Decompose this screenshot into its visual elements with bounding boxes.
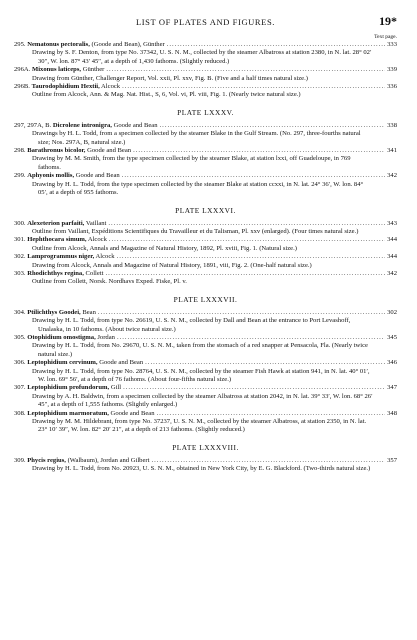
author-name: Vaillant [84, 219, 107, 227]
text-page-number: 348 [387, 409, 397, 417]
text-page-label: Text page. [374, 34, 397, 40]
entry-title [14, 66, 104, 74]
entry-description: Drawing by H. L. Todd, from No. 29670, U. S. N. M., taken from the stomach of a red snapper at Pensacola, Fla. (Nearly twice natural size.) [32, 342, 368, 358]
entry-title [14, 270, 103, 278]
entry-group [14, 122, 397, 198]
author-name: Goode and Bean [85, 147, 132, 155]
dot-leader [123, 384, 385, 392]
list-item [14, 334, 397, 359]
dot-leader [117, 334, 385, 342]
entry-heading [14, 236, 397, 244]
text-page-number: 347 [387, 384, 397, 392]
species-name: Nematonus pectoralis, [27, 41, 90, 48]
list-item [14, 384, 397, 409]
list-item [14, 122, 397, 147]
entry-title [14, 236, 107, 244]
entry-number: 299. [14, 172, 26, 180]
plate-heading: PLATE LXXXVI. [175, 205, 236, 215]
entry-number: 308. [14, 409, 26, 417]
author-name: Goode and Bean [74, 172, 120, 180]
list-item [14, 457, 397, 474]
entry-heading [14, 83, 397, 91]
list-item [14, 220, 397, 237]
entry-description: Drawing by S. F. Denton, from type No. 37342, U. S. N. M., collected by the steamer Albatross at station 2380, in N. lat. 28° 02′ 30″, W. lon. 87° 43′ 45″, at a depth of 1,430 fathoms. (Slightly reduced.) [32, 49, 372, 65]
text-page-number: 342 [387, 172, 397, 180]
entry-heading [14, 253, 397, 261]
entry-description: Drawing by A. H. Baldwin, from a specimen collected by the steamer Albatross at station 2042, in N. lat. 39° 33′, W. lon. 68° 26′ 45″, at a depth of 1,555 fathoms. (Slightly enlarged.) [32, 392, 373, 409]
dot-leader [108, 220, 385, 228]
entry-title [14, 253, 115, 261]
entry-description: Outline from Collett, Norsk. Nordhavs Exped. Fiske, Pl. v. [32, 278, 187, 286]
entry-number: 301. [14, 236, 26, 244]
list-item [14, 172, 397, 197]
dot-leader [145, 359, 385, 367]
entry-title [14, 309, 96, 317]
plate-heading: PLATE LXXXV. [177, 107, 234, 117]
entry-heading [14, 122, 397, 130]
list-item [14, 66, 397, 83]
entry-group [14, 41, 397, 100]
entry-description: Drawing by H. L. Todd, from type No. 28764, U. S. N. M., collected by the steamer Fish Hawk at station 941, in N. lat. 40° 01′, W. lon. 69° 56′, at a depth of 76 fathoms. (About four-fifths natural size.) [32, 367, 370, 383]
species-name: Leptophidium cervinum, [27, 359, 98, 367]
text-page-number: 343 [387, 219, 397, 227]
text-page-number: 345 [387, 333, 397, 341]
page-number: 19* [379, 14, 397, 28]
entry-title [14, 41, 165, 49]
text-page-number: 338 [387, 121, 397, 129]
author-name: Alcock [86, 236, 107, 244]
entry-number: 303. [14, 269, 26, 277]
entry-description: Drawing by H. L. Todd, from the type specimen collected by the steamer Blake at station ccxxi, in N. lat. 24° 36′, W. lon. 84° 05′, at a depth of 955 fathoms. [32, 180, 364, 197]
dot-leader [98, 309, 385, 317]
plate-heading: PLATE LXXXVII. [173, 294, 238, 304]
list-item [14, 270, 397, 287]
dot-leader [133, 147, 385, 155]
entry-group [14, 309, 397, 435]
entry-group [14, 220, 397, 287]
entry-title [14, 410, 155, 418]
entry-title [14, 384, 121, 392]
species-name: Leptophidium marmoratum, [27, 409, 109, 417]
author-name: Gill [109, 384, 122, 392]
entry-title [14, 122, 158, 130]
text-page-number: 333 [387, 41, 397, 48]
dot-leader [151, 457, 385, 465]
dot-leader [167, 41, 385, 49]
entry-title [14, 172, 120, 180]
entry-heading [14, 41, 397, 49]
author-name: Jordan [95, 333, 115, 341]
list-item [14, 410, 397, 435]
list-item [14, 309, 397, 334]
entry-heading [14, 334, 397, 342]
species-name: Ptilichthys Goodei, [27, 308, 81, 316]
running-title: LIST OF PLATES AND FIGURES. [135, 17, 276, 27]
list-item [14, 236, 397, 253]
entry-description: Drawing by M. M. Hildebrant, from type No. 37237, U. S. N. M., collected by the steamer Albatross, at station 2350, in N. lat. 23° 10′ 39″, W. lon. 82° 20′ 21″, at a depth of 213 fathoms. (Slightly reduced.) [32, 418, 367, 434]
entry-number: 297, 297A, B. [14, 121, 52, 129]
author-name: Goode and Bean [108, 409, 155, 417]
entry-number: 309. [14, 456, 26, 464]
author-name: (Goode and Bean), Günther [89, 41, 165, 48]
entry-title [14, 457, 149, 465]
entry-description: Drawings by H. L. Todd, from a specimen collected by the steamer Blake in the Gulf Stream. (No. 297, three-fourths natural size; Nos. 297A, B, natural size.) [32, 130, 361, 146]
species-name: Mixonus laticeps, [31, 66, 82, 74]
species-name: Phycis regius, [27, 456, 66, 464]
dot-leader [109, 236, 385, 244]
text-page-number: 344 [387, 253, 397, 261]
entry-heading [14, 410, 397, 418]
entry-heading [14, 309, 397, 317]
author-name: Alcock [94, 253, 115, 261]
entry-number: 298. [14, 147, 26, 155]
entry-description: Outline from Alcock, Ann. & Mag. Nat. Hist., S, 6, Vol. vi, Pl. viii, Fig. 1. (Nearly twice natural size.) [32, 91, 301, 99]
entry-description: Drawing from Günther, Challenger Report, Vol. xxii, Pl. xxv, Fig. B. (Five and a half times natural size.) [32, 74, 308, 82]
author-name: (Walbaum), Jordan and Gilbert [65, 456, 150, 464]
species-name: Lamprogrammus niger, [27, 253, 95, 261]
dot-leader [122, 172, 385, 180]
entry-number: 296A. [14, 66, 31, 74]
species-name: Leptophidium profundorum, [27, 384, 110, 392]
author-name: Günther [81, 66, 105, 74]
entry-number: 304. [14, 308, 26, 316]
entry-heading [14, 147, 397, 155]
entry-heading [14, 66, 397, 74]
list-item [14, 359, 397, 384]
dot-leader [105, 270, 385, 278]
entry-number: 300. [14, 219, 26, 227]
entry-heading [14, 172, 397, 180]
author-name: Bean [80, 308, 96, 316]
author-name: Alcock [99, 83, 121, 91]
page-header [14, 14, 397, 28]
entry-title [14, 334, 115, 342]
text-page-number: 342 [387, 269, 397, 277]
dot-leader [106, 66, 385, 74]
author-name: Goode and Bean [97, 359, 144, 367]
species-name: Barathronus bicolor, [27, 147, 86, 155]
author-name: Goode and Bean [111, 121, 158, 129]
dot-leader [160, 122, 386, 130]
list-item [14, 83, 397, 100]
dot-leader [157, 410, 386, 418]
entry-heading [14, 457, 397, 465]
entry-heading [14, 220, 397, 228]
entry-number: 296B. [14, 83, 30, 91]
dot-leader [117, 253, 386, 261]
entry-heading [14, 359, 397, 367]
entry-description: Outline from Vaillant, Expéditions Scientifiques du Travailleur et du Talisman, Pl. xxv (enlarged). (Four times natural size.) [32, 227, 359, 235]
entry-group [14, 457, 397, 474]
entry-description: Drawing from Alcock, Annals and Magazine of Natural History, 1891, viii, Fig. 2. (One-half natural size.) [32, 261, 312, 269]
list-item [14, 41, 397, 66]
entry-title [14, 220, 106, 228]
entry-number: 306. [14, 359, 26, 367]
species-name: Dicrolene intronigra, [52, 121, 112, 129]
species-name: Hephthocara simum, [27, 236, 87, 244]
text-page-number: 339 [387, 66, 397, 74]
text-page-number: 344 [387, 236, 397, 244]
entry-description: Drawing by H. L. Todd, from No. 20923, U. S. N. M., obtained in New York City, by E. G. Blackford. (Two-thirds natural size.) [32, 465, 371, 473]
entry-number: 295. [14, 41, 26, 48]
dot-leader [122, 83, 385, 91]
species-name: Otophidium omostigma, [27, 333, 96, 341]
entry-number: 307. [14, 384, 26, 392]
entry-description: Outline from Alcock, Annals and Magazine of Natural History, 1892, Pl. xviii, Fig. 1. (Natural size.) [32, 244, 297, 252]
species-name: Taurodophidium Hextii, [31, 83, 100, 91]
species-name: Aphyonis mollis, [27, 172, 75, 180]
entry-heading [14, 270, 397, 278]
text-page-number: 302 [387, 308, 397, 316]
entry-number: 305. [14, 333, 26, 341]
entry-title [14, 359, 143, 367]
entry-number: 302. [14, 253, 26, 261]
list-item [14, 147, 397, 172]
text-page-number: 346 [387, 359, 397, 367]
entry-description: Drawing by M. M. Smith, from the type specimen collected by the steamer Blake, at station lxxi, off Guadeloupe, in 769 fathoms. [32, 155, 351, 171]
entry-title [14, 83, 120, 91]
entry-description: Drawing by H. L. Todd, from type No. 26619, U. S. N. M., collected by Dall and Bean at the entrance to Port Levashoff, Unalaska, in 10 fathoms. (About twice natural size.) [32, 317, 351, 333]
list-item [14, 253, 397, 270]
author-name: Collett [83, 269, 104, 277]
species-name: Alexeterion parfaiti, [27, 219, 85, 227]
plate-heading: PLATE LXXXVIII. [172, 442, 239, 452]
text-page-number: 357 [387, 456, 397, 464]
species-name: Rhodichthys regina, [27, 269, 84, 277]
entry-title [14, 147, 131, 155]
entry-heading [14, 384, 397, 392]
text-page-number: 341 [387, 147, 397, 155]
text-page-number: 336 [387, 83, 397, 91]
